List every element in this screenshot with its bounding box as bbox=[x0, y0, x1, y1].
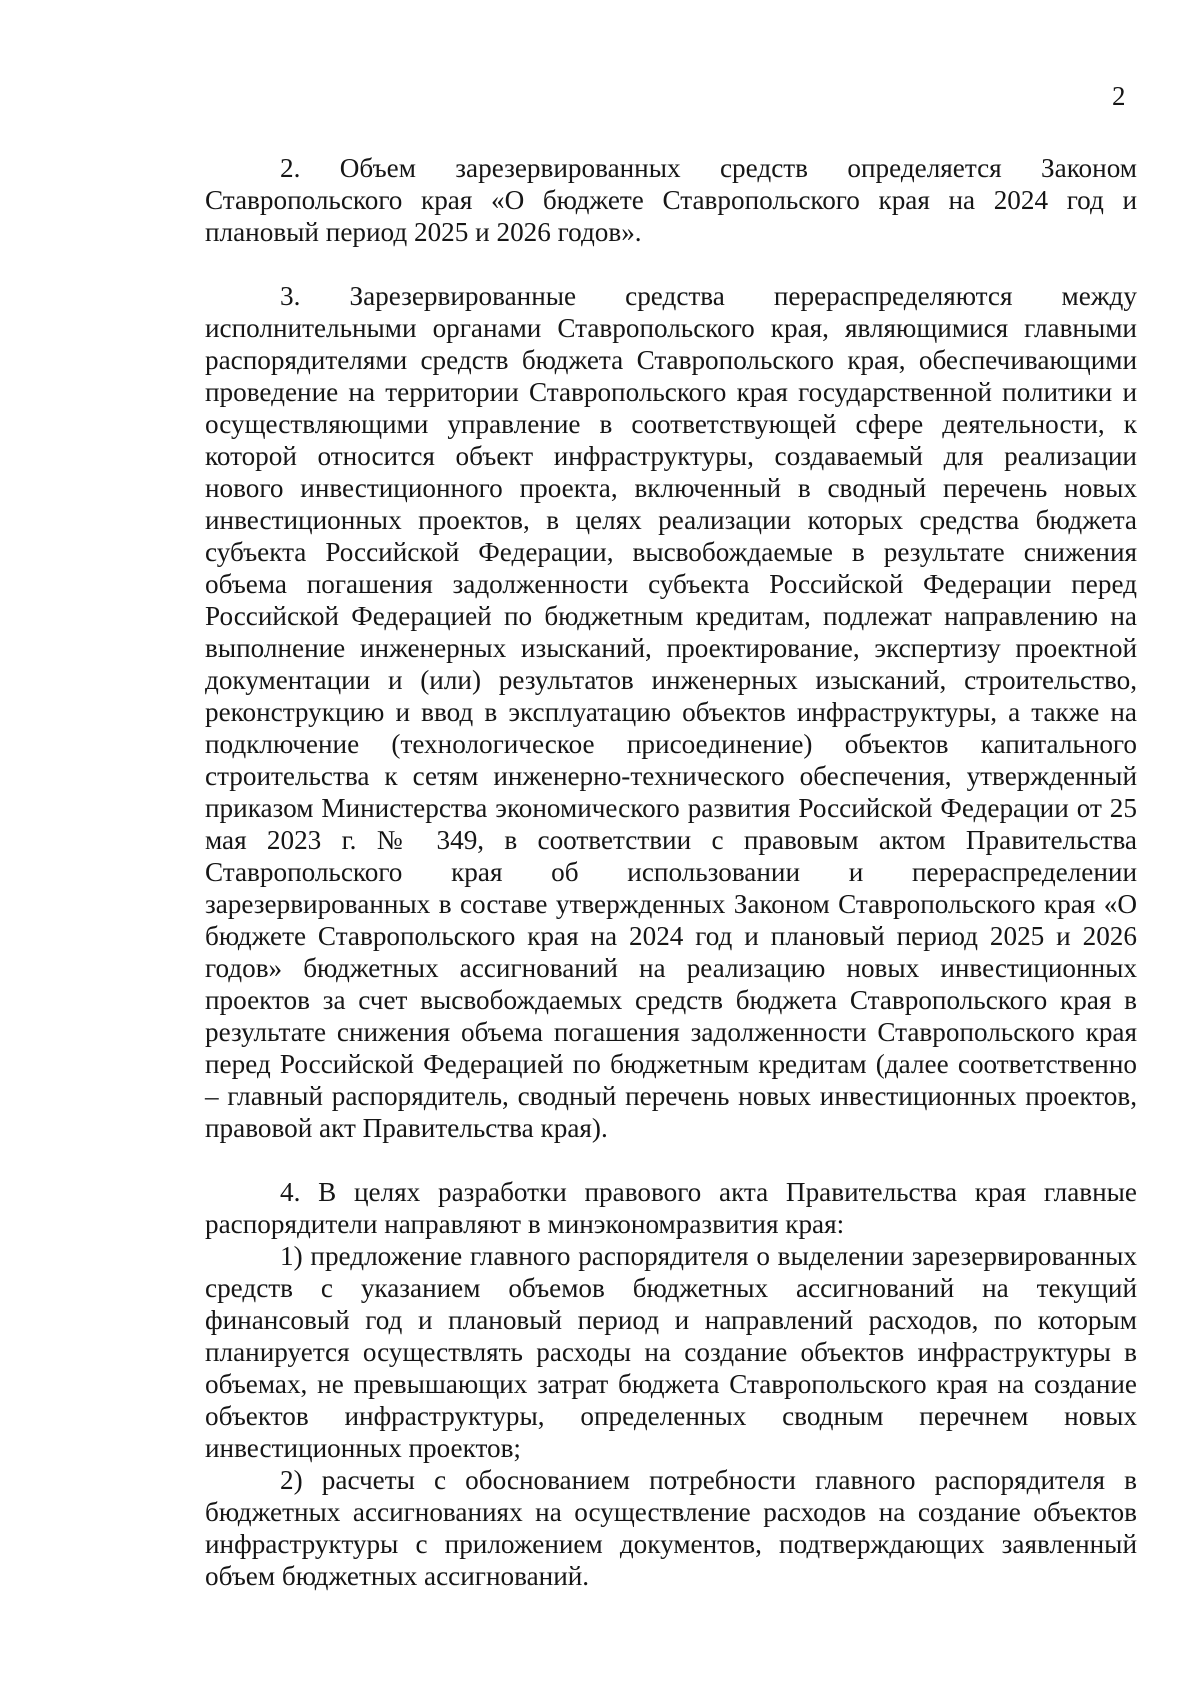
document-body bbox=[205, 152, 1137, 1592]
paragraph-4-item-1: 1) предложение главного распорядителя о выделении зарезервированных средств с указанием объемов бюджетных ассигнований на текущий финансовый год и плановый период и направлений расходов, по которым планируется осуществлять расходы на создание объектов инфраструктуры в объемах, не превышающих затрат бюджета Ставропольского края на создание объектов инфраструктуры, определенных сводным перечнем новых инвестиционных проектов; bbox=[205, 1241, 1137, 1463]
paragraph-spacer bbox=[205, 1144, 1137, 1176]
page-number: 2 bbox=[1112, 81, 1126, 111]
paragraph-3: 3. Зарезервированные средства перераспределяются между исполнительными органами Ставропольского края, являющимися главными распорядителями средств бюджета Ставропольского края, обеспечивающими проведение на территории Ставропольского края государственной политики и осуществляющими управление в соответствующей сфере деятельности, к которой относится объект инфраструктуры, создаваемый для реализации нового инвестиционного проекта, включенный в сводный перечень новых инвестиционных проектов, в целях реализации которых средства бюджета субъекта Российской Федерации, высвобождаемые в результате снижения объема погашения задолженности субъекта Российской Федерации перед Российской Федерацией по бюджетным кредитам, подлежат направлению на выполнение инженерных изысканий, проектирование, экспертизу проектной документации и (или) результатов инженерных изысканий, строительство, реконструкцию и ввод в эксплуатацию объектов инфраструктуры, а также на подключение (технологическое присоединение) объектов капитального строительства к сетям инженерно-технического обеспечения, утвержденный приказом Министерства экономического развития Российской Федерации от 25 мая 2023 г. № 349, в соответствии с правовым актом Правительства Ставропольского края об использовании и перераспределении зарезервированных в составе утвержденных Законом Ставропольского края «О бюджете Ставропольского края на 2024 год и плановый период 2025 и 2026 годов» бюджетных ассигнований на реализацию новых инвестиционных проектов за счет высвобождаемых средств бюджета Ставропольского края в результате снижения объема погашения задолженности Ставропольского края перед Российской Федерацией по бюджетным кредитам (далее соответственно – главный распорядитель, сводный перечень новых инвестиционных проектов, правовой акт Правительства края). bbox=[205, 281, 1137, 1143]
paragraph-2: 2. Объем зарезервированных средств определяется Законом Ставропольского края «О бюджете Ставропольского края на 2024 год и плановый период 2025 и 2026 годов». bbox=[205, 153, 1137, 247]
paragraph-4: 4. В целях разработки правового акта Правительства края главные распорядители направляют в минэкономразвития края: bbox=[205, 1177, 1137, 1239]
paragraph-spacer bbox=[205, 248, 1137, 280]
paragraph-4-item-2: 2) расчеты с обоснованием потребности главного распорядителя в бюджетных ассигнованиях на осуществление расходов на создание объектов инфраструктуры с приложением документов, подтверждающих заявленный объем бюджетных ассигнований. bbox=[205, 1465, 1137, 1591]
